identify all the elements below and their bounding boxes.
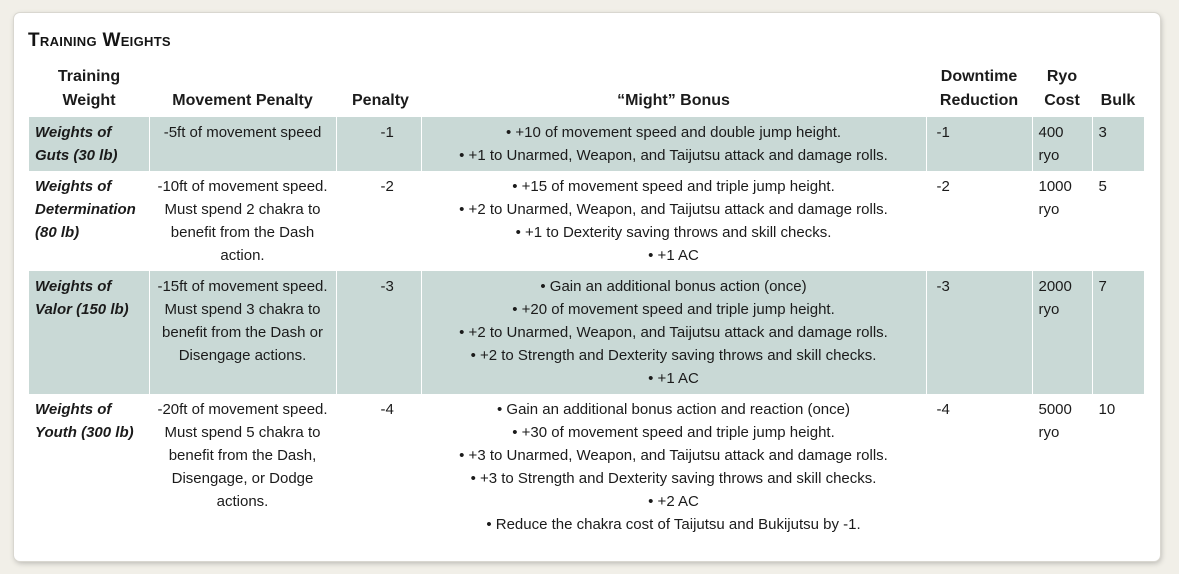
ryo-cost: 1000 ryo: [1032, 171, 1092, 271]
header-downtime-reduction: Downtime Reduction: [939, 68, 1019, 109]
downtime-reduction: -4: [926, 394, 1032, 540]
movement-penalty: -20ft of movement speed. Must spend 5 chakra to benefit from the Dash, Disengage, or Dodge actions.: [149, 394, 336, 540]
might-line: • +15 of movement speed and triple jump height.: [512, 178, 835, 195]
weight-name: Weights of Determination (80 lb): [35, 178, 136, 241]
table-row: [29, 271, 1144, 394]
weight-name: Weights of Guts (30 lb): [29, 117, 149, 171]
might-line: • Gain an additional bonus action (once): [540, 278, 807, 295]
movement-penalty: -5ft of movement speed: [149, 117, 336, 171]
bulk: 10: [1092, 394, 1144, 540]
table-title: Training Weights: [28, 30, 171, 51]
might-bonus: [421, 271, 926, 394]
penalty: -2: [336, 171, 421, 271]
training-weights-table: [29, 63, 1144, 540]
might-bonus: [421, 171, 926, 271]
header-might-bonus: “Might” Bonus: [617, 92, 730, 109]
table-row: [29, 117, 1144, 171]
movement-penalty: -15ft of movement speed. Must spend 3 chakra to benefit from the Dash or Disengage actions.: [149, 271, 336, 394]
weight-name: Weights of Youth (300 lb): [35, 401, 134, 441]
might-line: • +2 to Unarmed, Weapon, and Taijutsu attack and damage rolls.: [459, 201, 888, 218]
table-row: [29, 171, 1144, 271]
downtime-reduction: -1: [926, 117, 1032, 171]
header-weight: Training Weight: [57, 68, 121, 109]
might-line: • +3 to Unarmed, Weapon, and Taijutsu attack and damage rolls.: [459, 447, 888, 464]
might-line: • Gain an additional bonus action and reaction (once): [497, 401, 850, 418]
might-line: • +10 of movement speed and double jump height.: [505, 124, 842, 141]
might-line: • +3 to Strength and Dexterity saving throws and skill checks.: [470, 470, 877, 487]
might-line: • +1 to Dexterity saving throws and skill checks.: [515, 224, 832, 241]
might-line: • +1 AC: [648, 247, 699, 264]
ryo-cost: 5000 ryo: [1032, 394, 1092, 540]
header-penalty: Penalty: [352, 92, 409, 109]
downtime-reduction: -3: [926, 271, 1032, 394]
document-card: [14, 13, 1160, 561]
header-ryo-cost: Ryo Cost: [1044, 68, 1080, 109]
bulk: 7: [1092, 271, 1144, 394]
might-line: • +20 of movement speed and triple jump height.: [512, 301, 835, 318]
bulk: 5: [1092, 171, 1144, 271]
might-bonus: [421, 394, 926, 540]
might-line: • +2 AC: [648, 493, 699, 510]
might-line: • +1 AC: [648, 370, 699, 387]
weight-name: Weights of Valor (150 lb): [29, 271, 149, 394]
penalty: -1: [336, 117, 421, 171]
might-line: • +2 to Strength and Dexterity saving throws and skill checks.: [470, 347, 877, 364]
penalty: -3: [336, 271, 421, 394]
header-bulk: Bulk: [1100, 92, 1136, 109]
ryo-cost: 400 ryo: [1032, 117, 1092, 171]
table-row: [29, 394, 1144, 540]
might-bonus: [421, 117, 926, 171]
movement-penalty: -10ft of movement speed. Must spend 2 chakra to benefit from the Dash action.: [149, 171, 336, 271]
bulk: 3: [1092, 117, 1144, 171]
downtime-reduction: -2: [926, 171, 1032, 271]
might-line: • +30 of movement speed and triple jump height.: [512, 424, 835, 441]
ryo-cost: 2000 ryo: [1032, 271, 1092, 394]
might-line: • Reduce the chakra cost of Taijutsu and Bukijutsu by -1.: [486, 516, 861, 533]
header-movement-penalty: Movement Penalty: [172, 92, 313, 109]
header-row: [29, 63, 1144, 117]
might-line: • +1 to Unarmed, Weapon, and Taijutsu attack and damage rolls.: [459, 147, 888, 164]
penalty: -4: [336, 394, 421, 540]
might-line: • +2 to Unarmed, Weapon, and Taijutsu attack and damage rolls.: [459, 324, 888, 341]
